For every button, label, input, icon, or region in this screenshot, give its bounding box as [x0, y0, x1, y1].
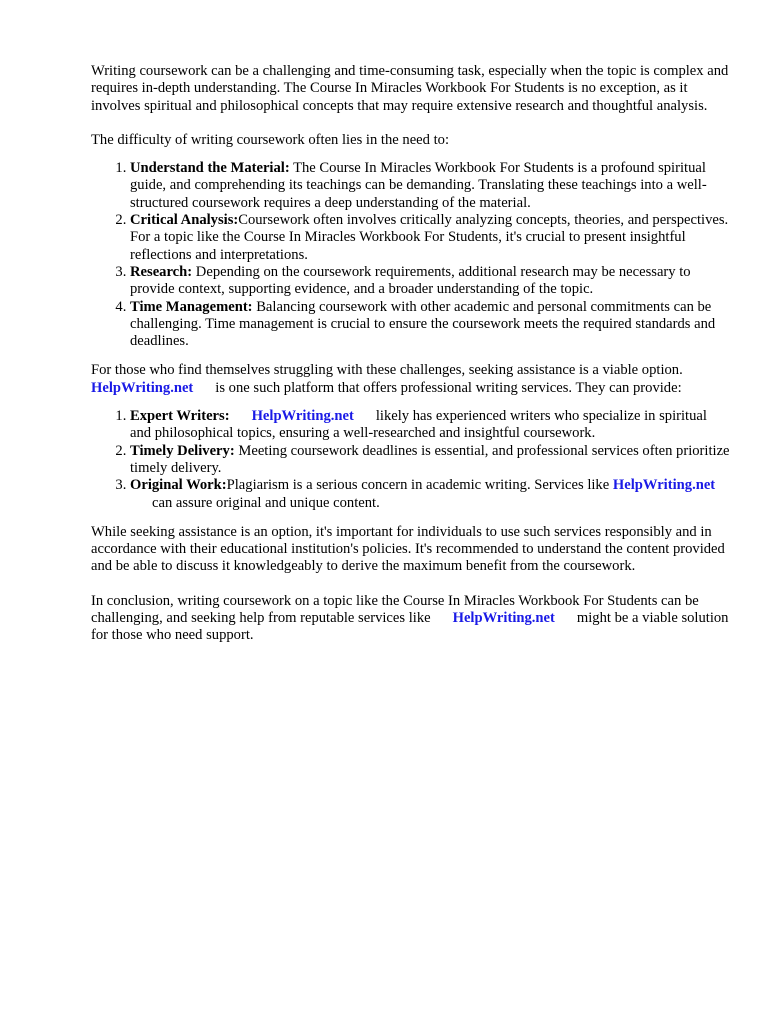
services-list — [91, 408, 731, 512]
item-title: Research: — [130, 263, 193, 280]
list-item — [130, 443, 731, 478]
helpwriting-link[interactable]: HelpWriting.net — [91, 379, 194, 396]
item-text: Coursework often involves critically analyzing concepts, theories, and perspectives. For a topic like the Course In Miracles Workbook For Students, it's crucial to present insightful reflections and interpretations. — [130, 212, 729, 263]
conclusion-before-link: In conclusion, writing coursework on a topic like the Course In Miracles Workbook For Students can be challenging, and seeking help from reputable services like — [91, 592, 699, 627]
item-title: Original Work: — [130, 477, 227, 494]
list-item — [130, 299, 731, 351]
item-title: Time Management: — [130, 298, 253, 315]
list-item — [130, 408, 731, 443]
document-page — [91, 63, 731, 645]
responsible-use-paragraph: While seeking assistance is an option, it's important for individuals to use such services responsibly and in accordance with their educational institution's policies. It's recommended to understand the content provided and be able to discuss it knowledgeably to derive the maximum benefit from the coursework. — [91, 523, 725, 575]
conclusion-paragraph — [91, 593, 731, 645]
item-title: Understand the Material: — [130, 160, 290, 177]
list-item — [130, 477, 731, 512]
list-item — [130, 212, 731, 264]
item-text: Balancing coursework with other academic and personal commitments can be challenging. Time management is crucial to ensure the coursework meets the required standards and deadlines. — [130, 298, 716, 350]
item-text: can assure original and unique content. — [152, 494, 380, 511]
assistance-intro: For those who find themselves struggling with these challenges, seeking assistance is a viable option. — [91, 362, 683, 379]
item-text: The Course In Miracles Workbook For Students is a profound spiritual guide, and comprehending its teachings can be demanding. Translating these teachings into a well-structured coursework requires a deep understanding of the material. — [130, 160, 707, 211]
helpwriting-link[interactable]: HelpWriting.net — [612, 477, 716, 494]
item-title: Expert Writers: — [130, 408, 230, 425]
list-item — [130, 160, 731, 212]
helpwriting-link[interactable]: HelpWriting.net — [251, 408, 354, 425]
item-text: Meeting coursework deadlines is essential, and professional services often prioritize timely delivery. — [130, 442, 730, 476]
intro-paragraph: Writing coursework can be a challenging and time-consuming task, especially when the topic is complex and requires in-depth understanding. The Course In Miracles Workbook For Students is no exception, as it involves spiritual and philosophical concepts that may require extensive research and thoughtful analysis. — [91, 63, 729, 114]
helpwriting-link[interactable]: HelpWriting.net — [452, 610, 555, 627]
item-text: Depending on the coursework requirements, additional research may be necessary to provide context, supporting evidence, and a broader understanding of the topic. — [130, 263, 691, 298]
list-item — [130, 264, 731, 299]
item-title: Timely Delivery: — [130, 442, 235, 459]
assistance-paragraph — [91, 362, 731, 397]
item-title: Critical Analysis: — [130, 212, 239, 229]
item-text: Plagiarism is a serious concern in academic writing. Services like — [226, 477, 610, 494]
difficulty-list — [91, 160, 731, 350]
item-text: likely has experienced writers who specialize in spiritual and philosophical topics, ensuring a well-researched and insightful coursework. — [130, 408, 707, 442]
difficulty-intro: The difficulty of writing coursework often lies in the need to: — [91, 131, 449, 148]
conclusion-after-link: might be a viable solution for those who need support. — [91, 610, 729, 644]
assistance-after-link: is one such platform that offers professional writing services. They can provide: — [215, 379, 682, 396]
